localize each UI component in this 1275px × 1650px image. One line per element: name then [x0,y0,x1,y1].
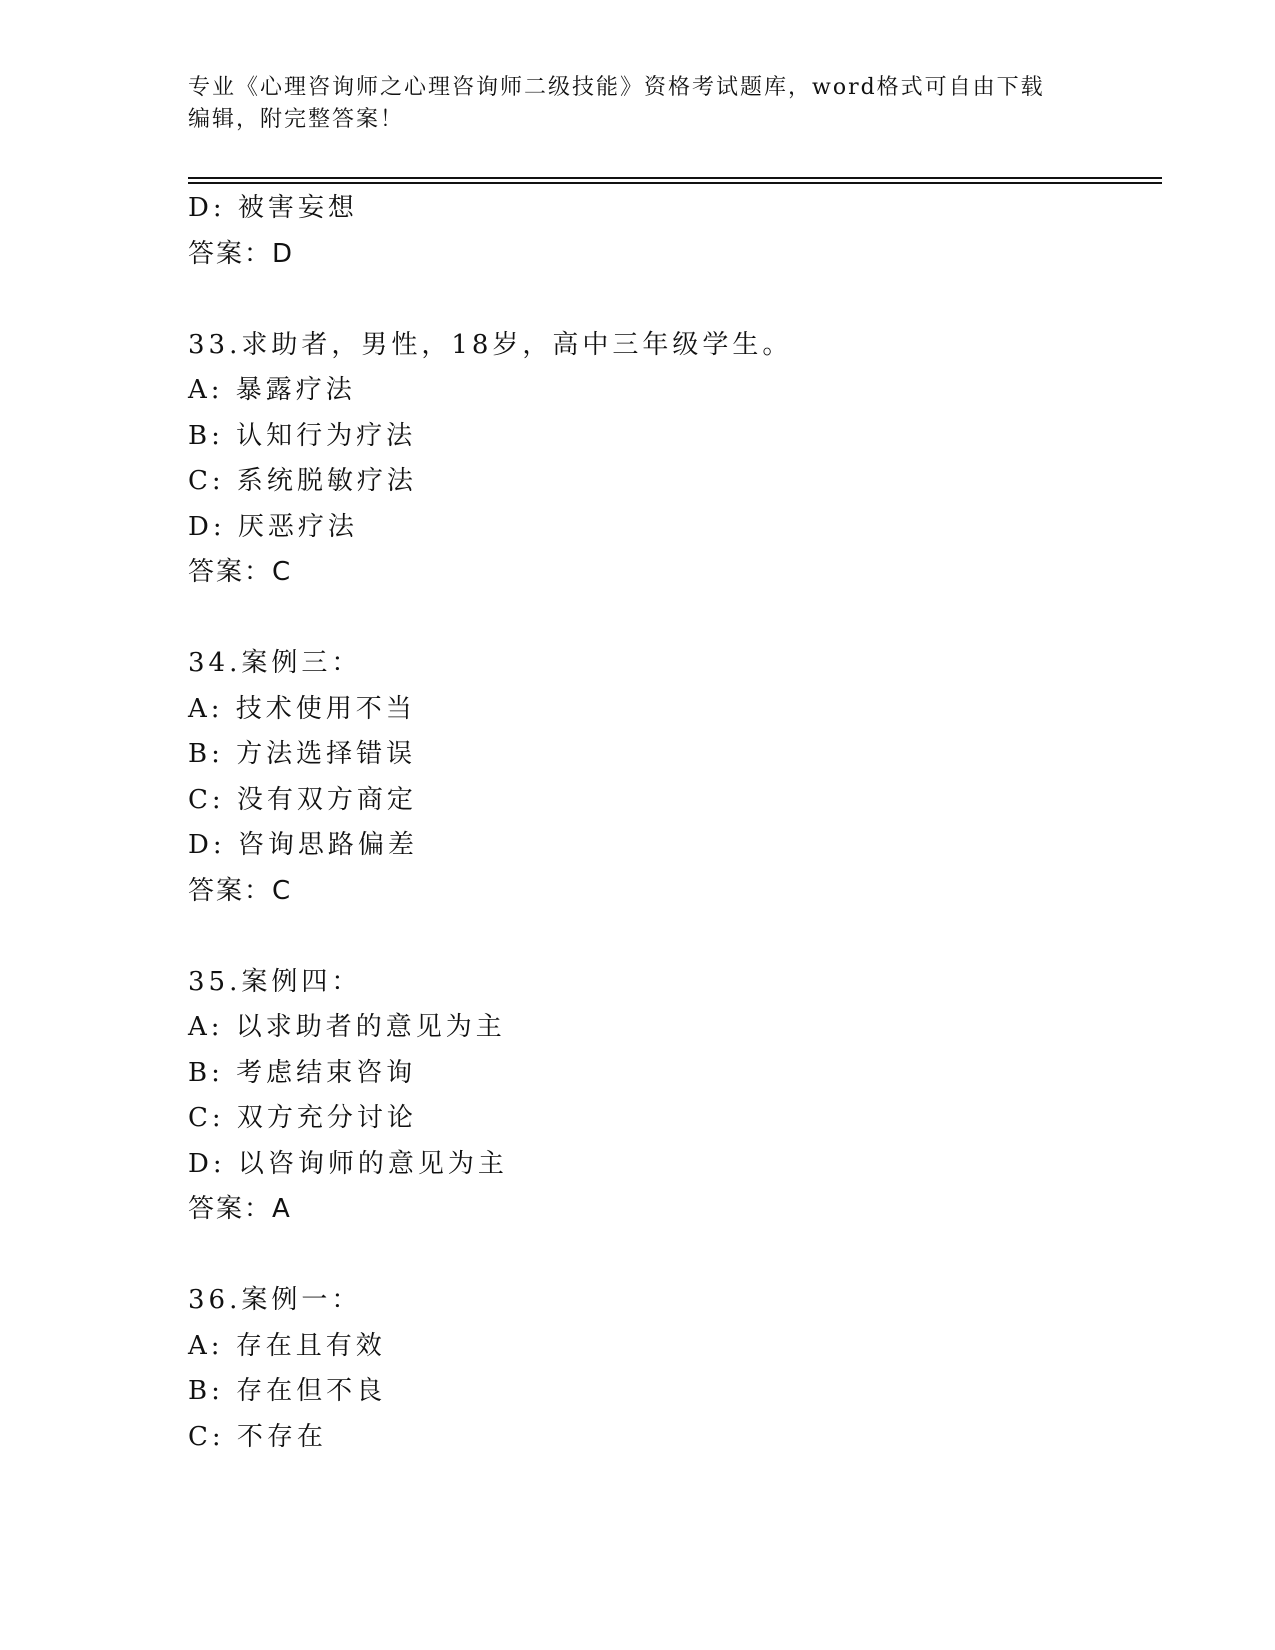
spacer [188,914,1162,960]
option-d: D: 厌恶疗法 [188,511,358,542]
option-b: B: 考虑结束咨询 [188,1057,417,1088]
question-stem: 36.案例一： [188,1285,362,1315]
spacer [188,1233,1162,1279]
option-d: D: 被害妄想 [188,193,358,223]
spacer [188,596,1162,642]
document-header [188,72,1088,136]
question-34 [188,641,1162,914]
option-a: A: 以求助者的意见为主 [188,1012,506,1042]
option-b: B: 方法选择错误 [188,739,417,769]
option-d: D: 以咨询师的意见为主 [188,1148,508,1179]
question-33 [188,323,1162,596]
option-c: C: 双方充分讨论 [188,1103,417,1133]
option-b: B: 认知行为疗法 [188,420,417,451]
option-c: C: 系统脱敏疗法 [188,466,417,496]
option-b: B: 存在但不良 [188,1376,387,1406]
option-a: A: 存在且有效 [188,1330,386,1361]
answer-line: 答案：C [188,557,293,587]
header-title-line-1: 专业《心理咨询师之心理咨询师二级技能》资格考试题库，word格式可自由下载 [188,75,1045,100]
answer-line: 答案：C [188,875,293,906]
answer-line: 答案：A [188,1194,292,1224]
header-divider-bottom [188,182,1162,184]
option-d: D: 咨询思路偏差 [188,830,418,860]
question-stem: 34.案例三： [188,648,362,678]
option-a: A: 技术使用不当 [188,693,416,724]
question-list [188,186,1162,1460]
answer-line: 答案：D [188,238,295,269]
question-stem: 35.案例四： [188,966,362,997]
question-35 [188,960,1162,1233]
header-title-line-2: 编辑，附完整答案！ [188,107,405,132]
option-c: C: 不存在 [188,1421,327,1452]
spacer [188,277,1162,323]
question-stem: 33.求助者，男性，18岁，高中三年级学生。 [188,329,793,360]
question-36 [188,1278,1162,1460]
option-a: A: 暴露疗法 [188,375,356,405]
option-c: C: 没有双方商定 [188,784,417,815]
header-divider-top [188,177,1162,179]
